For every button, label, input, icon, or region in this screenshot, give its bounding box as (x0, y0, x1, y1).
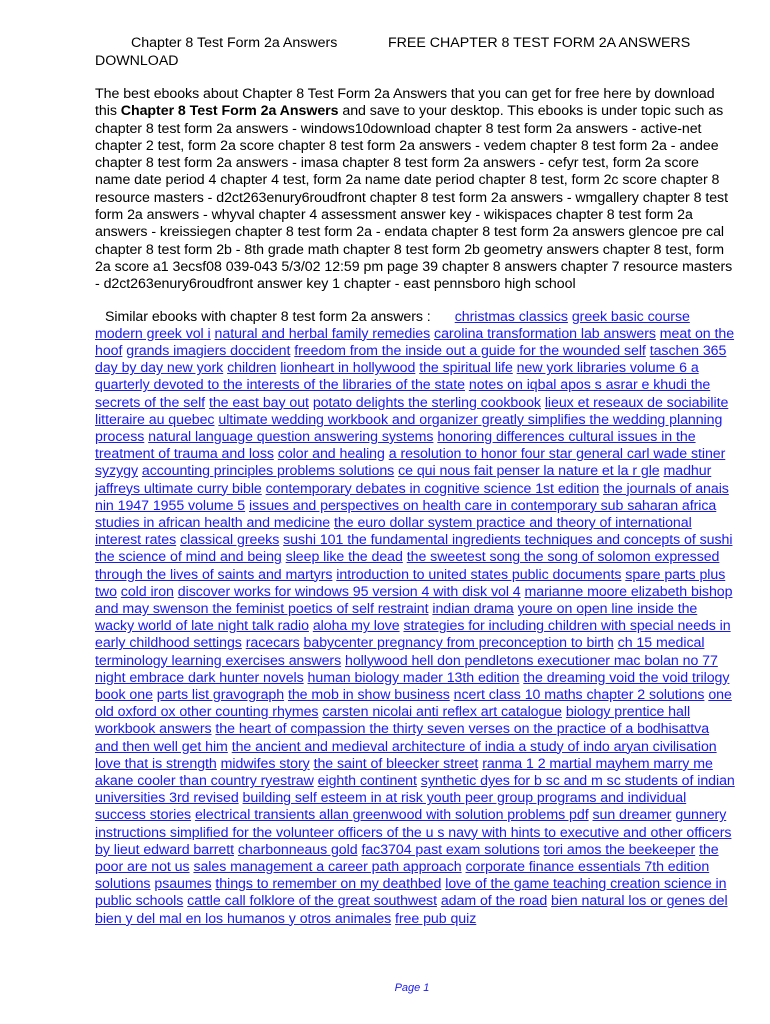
similar-ebook-link[interactable]: lionheart in hollywood (280, 360, 416, 377)
similar-ebook-link[interactable]: things to remember on my deathbed (215, 876, 442, 893)
similar-ebook-link[interactable]: corporate finance essentials 7th edition solutions (95, 859, 710, 893)
similar-ebook-link[interactable]: ultimate wedding workbook and organizer greatly simplifies the wedding planning process (95, 411, 723, 445)
similar-ebook-link[interactable]: fac3704 past exam solutions (361, 841, 540, 858)
page-number: Page 1 (394, 982, 430, 994)
similar-ebook-link[interactable]: bien natural los or genes del bien y del mal en los humanos y otros animales (95, 893, 728, 927)
similar-ebook-link[interactable]: the poor are not us (95, 841, 719, 876)
similar-ebook-link[interactable]: aloha my love (312, 618, 400, 635)
similar-ebook-link[interactable]: psaumes (154, 876, 212, 893)
similar-ebooks-section (95, 309, 735, 928)
similar-ebook-link[interactable]: color and healing (277, 446, 385, 463)
similar-ebook-link[interactable]: a resolution to honor four star general carl wade stiner (388, 446, 726, 463)
similar-ebook-link[interactable]: strategies for including children with special needs in early childhood settings (95, 618, 731, 652)
similar-ebook-link[interactable]: natural language question answering systems (148, 428, 434, 445)
similar-ebook-link[interactable]: sun dreamer (592, 807, 672, 824)
similar-ebook-link[interactable]: potato delights the sterling cookbook (312, 394, 541, 411)
similar-ebook-link[interactable]: the ancient and medieval architecture of india a study of indo aryan civilisation (231, 738, 717, 755)
similar-ebook-link[interactable]: the heart of compassion the thirty seven verses on the practice of a bodhisattva (215, 721, 710, 738)
similar-ebook-link[interactable]: meat on the hoof (95, 325, 735, 359)
similar-ebook-link[interactable]: the journals of anais nin 1947 1955 volume 5 (95, 480, 729, 514)
similar-ebook-link[interactable]: introduction to united states public documents (336, 566, 622, 583)
similar-ebook-link[interactable]: the sweetest song the song of solomon expressed through the lives of saints and martyrs (95, 549, 720, 583)
similar-ebook-link[interactable]: marianne moore elizabeth bishop and may swenson the feminist poetics of self restraint (95, 583, 733, 618)
document-page (95, 34, 735, 928)
similar-ebook-link[interactable]: love of the game teaching creation science in public schools (95, 876, 727, 910)
document-title: Chapter 8 Test Form 2a Answers (131, 35, 338, 51)
similar-ebook-link[interactable]: the east bay out (208, 394, 309, 411)
similar-ebook-link[interactable]: eighth continent (317, 773, 417, 790)
similar-ebook-link[interactable]: electrical transients allan greenwood with solution problems pdf (194, 807, 589, 824)
similar-ebook-link[interactable]: ce qui nous fait penser la nature et la r gle (398, 463, 660, 480)
similar-ebook-link[interactable]: contemporary debates in cognitive science 1st edition (265, 480, 600, 497)
similar-ebook-link[interactable]: the mob in show business (287, 687, 450, 704)
similar-ebooks-label: Similar ebooks with chapter 8 test form 2a answers : (105, 308, 431, 325)
similar-ebook-link[interactable]: ncert class 10 maths chapter 2 solutions (453, 687, 705, 704)
similar-ebook-link[interactable]: babycenter pregnancy from preconception to birth (303, 635, 614, 652)
similar-ebook-link[interactable]: sushi 101 the fundamental ingredients techniques and concepts of sushi (283, 532, 733, 549)
similar-ebook-link[interactable]: lieux et reseaux de sociabilite litteraire au quebec (95, 394, 729, 428)
similar-ebook-link[interactable]: indian drama (432, 601, 514, 618)
similar-ebook-link[interactable]: sales management a career path approach (193, 859, 462, 876)
similar-ebook-link[interactable]: one old oxford ox other counting rhymes (95, 687, 732, 721)
intro-bold-title: Chapter 8 Test Form 2a Answers (120, 103, 339, 120)
similar-ebook-link[interactable]: cattle call folklore of the great southwest (187, 893, 437, 910)
similar-ebook-link[interactable]: night embrace dark hunter novels (95, 669, 304, 686)
similar-ebook-link[interactable]: the saint of bleecker street (313, 755, 479, 772)
similar-ebook-link[interactable]: syzygy (95, 463, 138, 480)
similar-ebook-link[interactable]: accounting principles problems solutions (141, 463, 395, 480)
similar-ebook-link[interactable]: taschen 365 day by day new york (95, 342, 727, 377)
similar-ebook-link[interactable]: human biology mader 13th edition (307, 669, 520, 686)
similar-ebook-link[interactable]: grands imagiers doccident (126, 342, 291, 359)
similar-ebook-link[interactable]: carsten nicolai anti reflex art catalogue (322, 704, 562, 721)
similar-ebook-link[interactable]: issues and perspectives on health care in contemporary sub saharan africa studies in african health and medicine (95, 497, 717, 531)
similar-ebook-link[interactable]: gunnery instructions simplified for the volunteer officers of the u s navy with hints to executive and other officers by lieut edward barrett (95, 807, 732, 858)
similar-ebook-link[interactable]: the spiritual life (419, 360, 513, 377)
similar-ebook-link[interactable]: midwifes story (220, 755, 310, 772)
similar-ebook-link[interactable]: madhur jaffreys ultimate curry bible (95, 463, 712, 497)
similar-ebook-link[interactable]: adam of the road (440, 893, 548, 910)
similar-ebook-link[interactable]: tori amos the beekeeper (543, 841, 696, 858)
similar-ebook-link[interactable]: biology prentice hall workbook answers (95, 704, 691, 738)
similar-ebook-link[interactable]: love that is strength (95, 755, 217, 772)
download-heading: FREE CHAPTER 8 TEST FORM 2A ANSWERS (388, 35, 691, 51)
similar-ebook-link[interactable]: the euro dollar system practice and theory of international interest rates (95, 515, 692, 549)
similar-ebook-link[interactable]: new york libraries volume 6 a quarterly devoted to the interests of the libraries of the state (95, 360, 699, 394)
similar-ebook-link[interactable]: hollywood hell don pendletons executioner mac bolan no 77 (345, 652, 718, 669)
similar-ebook-link[interactable]: building self esteem in at risk youth peer group programs and individual success stories (95, 790, 687, 824)
similar-ebook-link[interactable]: natural and herbal family remedies (214, 325, 431, 342)
similar-ebook-link[interactable]: parts list gravograph (156, 687, 285, 704)
similar-ebook-link[interactable]: spare parts plus two (95, 566, 726, 600)
similar-ebook-link[interactable]: racecars (245, 635, 300, 652)
similar-ebook-link[interactable]: cold iron (120, 583, 174, 600)
similar-ebook-link[interactable]: synthetic dyes for b sc and m sc students of indian universities 3rd revised (95, 773, 735, 807)
intro-paragraph (95, 86, 735, 294)
similar-ebook-link[interactable]: notes on iqbal apos s asrar e khudi the secrets of the self (95, 377, 711, 411)
intro-text-before: The best ebooks about Chapter 8 Test Form 2a Answers that you can get for free here by download this (95, 86, 715, 120)
similar-ebook-link[interactable]: children (227, 360, 277, 377)
similar-ebook-link[interactable]: the science of mind and being (95, 549, 282, 566)
intro-text-after: and save to your desktop. This ebooks is under topic such as chapter 8 test form 2a answers - windows10download chapter 8 test form 2a answers - active-net chapter 2 test, form 2a score chapter 8 test form 2a answers - vedem chapter 8 test form 2a - andee chapter 8 test form 2a answers - imasa chapter 8 test form 2a answers - cefyr test, form 2a score name date period 4 chapter 4 test, form 2a name date period chapter 8 test, form 2c score chapter 8 resource masters - d2ct263enury6roudfront chapter 8 test form 2a answers - wmgallery chapter 8 test form 2a answers - whyval chapter 4 assessment answer key - wikispaces chapter 8 test form 2a answers - kreissiegen chapter 8 test form 2a - endata chapter 8 test form 2a answers glencoe pre cal chapter 8 test form 2b - 8th grade math chapter 8 test form 2b geometry answers chapter 8 test, form 2a score a1 3ecsf08 039-043 5/3/02 12:59 pm page 39 chapter 8 answers chapter 7 resource masters - d2ct263enury6roudfront answer key 1 chapter - east pennsboro high school (95, 103, 733, 293)
similar-ebook-link[interactable]: free pub quiz (395, 910, 477, 927)
similar-ebook-link[interactable]: discover works for windows 95 version 4 with disk vol 4 (177, 583, 521, 600)
similar-ebook-link[interactable]: youre on open line inside the wacky world of late night talk radio (95, 601, 698, 635)
similar-ebook-link[interactable]: freedom from the inside out a guide for the wounded self (294, 342, 646, 359)
similar-ebook-link[interactable]: the dreaming void the void trilogy book one (95, 669, 730, 704)
similar-ebook-link[interactable]: classical greeks (180, 532, 280, 549)
similar-ebook-link[interactable]: greek basic course modern greek vol i (95, 308, 690, 342)
similar-ebook-link[interactable]: ch 15 medical terminology learning exercises answers (95, 635, 705, 669)
similar-ebook-link[interactable]: charbonneaus gold (237, 841, 358, 858)
similar-ebook-link[interactable]: carolina transformation lab answers (434, 325, 656, 342)
download-label: DOWNLOAD (95, 53, 179, 69)
similar-ebook-link[interactable]: and then well get him (95, 738, 228, 755)
similar-ebook-link[interactable]: ranma 1 2 martial mayhem marry me akane cooler than country ryestraw (95, 755, 713, 790)
header (95, 34, 735, 52)
similar-ebook-link[interactable]: honoring differences cultural issues in the treatment of trauma and loss (95, 428, 696, 463)
page-footer (0, 982, 770, 994)
similar-ebook-link[interactable]: sleep like the dead (285, 549, 403, 566)
similar-ebook-link[interactable]: christmas classics (454, 308, 568, 325)
